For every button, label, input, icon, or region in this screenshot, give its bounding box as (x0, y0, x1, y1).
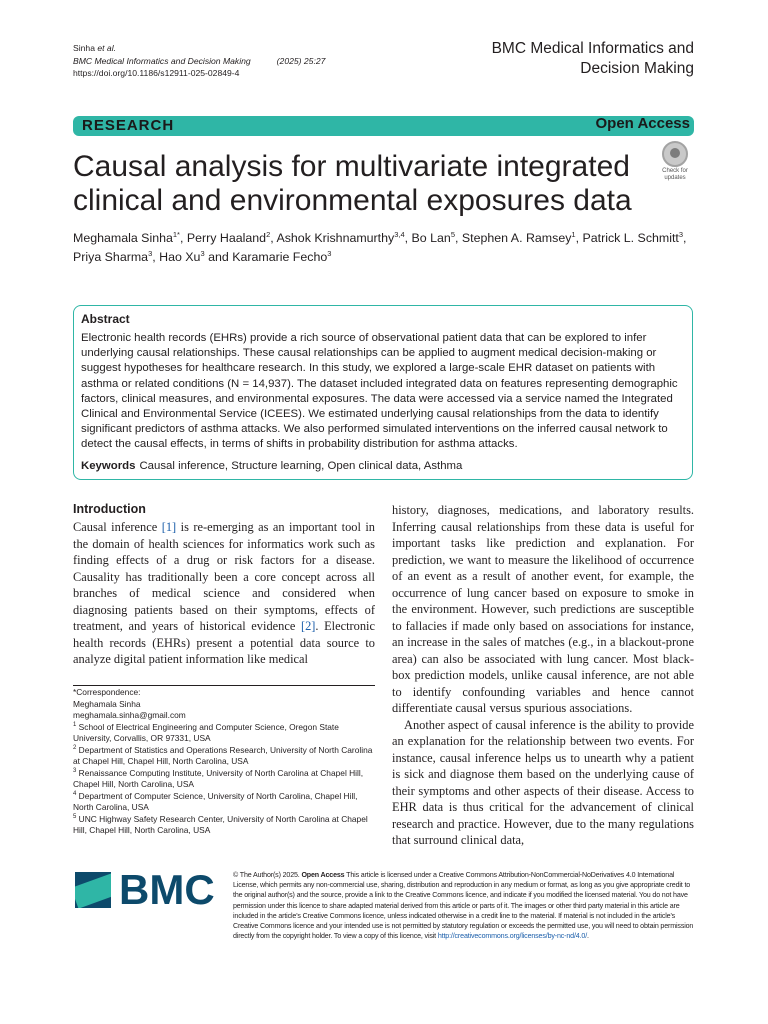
affiliation-text: Department of Computer Science, University of North Carolina, Chapel Hill, North Carolina, USA (73, 790, 358, 812)
author-separator: and (204, 250, 233, 264)
article-title: Causal analysis for multivariate integrated clinical and environmental exposures data (73, 150, 632, 217)
article-type-banner (73, 116, 694, 136)
footnotes (73, 687, 375, 837)
author-affiliation-marker: 3 (678, 229, 684, 239)
citation-block (73, 42, 325, 80)
keywords: Keywords Causal inference, Structure learning, Open clinical data, Asthma (81, 460, 463, 472)
reference-link[interactable]: [1] (161, 520, 177, 534)
author-list (73, 229, 698, 267)
affiliation-number: 3 (73, 767, 77, 774)
check-updates-caption: Check for updates (662, 168, 688, 181)
affiliation-number: 5 (73, 813, 77, 820)
paragraph: history, diagnoses, medications, and laboratory results. Inferring causal relationships from these data is useful for important tasks like prediction and explanation. For prediction, we want to measure the likelihood of occurrence of an event as a result of another event, for example, the occurrence of lung cancer based on exposure to smoke in the environment. However, such predictions are susceptible to fallacies if made only based on associations for instance, an increase in the sales of matches (e.g., in a blackout-prone area) can also be associated with lung cancer. Most black-box prediction models, unlike causal inference, are not able to identify confounding variables and hence cannot differentiate causal versus spurious associations. (392, 503, 694, 715)
author-affiliation-marker: 3 (148, 248, 153, 258)
affiliation (73, 791, 375, 814)
author-name[interactable]: Stephen A. Ramsey (461, 231, 572, 245)
correspondence-label: *Correspondence: (73, 687, 141, 697)
affiliation (73, 768, 375, 791)
affiliations (73, 722, 375, 837)
footnote-divider (73, 685, 375, 686)
journal-name: BMC Medical Informatics and Decision Making (491, 40, 694, 77)
author-name[interactable]: Bo Lan (411, 231, 451, 245)
affiliation (73, 814, 375, 837)
author-separator: , (683, 231, 687, 245)
author-separator: , (179, 231, 187, 245)
abstract-heading: Abstract (81, 312, 130, 326)
author-separator: , (152, 250, 160, 264)
author-affiliation-marker: 1* (172, 229, 180, 239)
author-separator: , (455, 231, 462, 245)
abstract-text: Electronic health records (EHRs) provide a rich source of observational patient data that can be explored to infer underlying causal relationships. These causal relationships can be applied to augment medical decision-making or suggest hypotheses for healthcare research. In this study, we explored a large-scale EHR dataset on patients with asthma or related conditions (N = 14,937). The dataset included integrated data on features representing demographic factors, clinical measures, and environmental exposures. The data were accessed via a service named the Integrated Clinical and Environmental Service (ICEES). We estimated underlying causal relationships from the data to identify significant predictors of asthma attacks. We also performed simulated interventions on the inferred causal network to detect the causal effects, in terms of shifts in probability distribution for asthma attacks. (81, 332, 678, 451)
bmc-logo-text: BMC (119, 866, 215, 913)
author-name[interactable]: Priya Sharma (73, 250, 149, 264)
author-name[interactable]: Hao Xu (159, 250, 201, 264)
correspondence-email[interactable]: meghamala.sinha@gmail.com (73, 710, 186, 720)
author-separator: , (404, 231, 412, 245)
check-for-updates-badge[interactable] (655, 141, 695, 181)
author-name[interactable]: Perry Haaland (186, 231, 267, 245)
affiliation-text: Renaissance Computing Institute, University of North Carolina at Chapel Hill, Chapel Hill, North Carolina, USA (73, 767, 364, 789)
author-affiliation-marker: 3,4 (394, 229, 405, 239)
bmc-logo (75, 866, 215, 913)
open-access-label: Open Access (595, 115, 690, 132)
journal-citation: BMC Medical Informatics and Decision Making (2025) 25:27 (73, 55, 326, 66)
intro-column-2 (392, 502, 694, 849)
author-affiliation-marker: 1 (571, 229, 576, 239)
author-name[interactable]: Meghamala Sinha (73, 231, 173, 245)
affiliation-number: 1 (73, 721, 77, 728)
affiliation (73, 722, 375, 745)
author-affiliation-marker: 2 (266, 229, 271, 239)
paragraph: Another aspect of causal inference is the ability to provide an explanation for the relationship between two events. For instance, causal inference helps us to unearth why a patient is sick and diagnose them based on the underlying cause of their symptoms and other aspects of their disease. Access to EHR data is thus critical for the advancement of clinical research and practice. However, due to the many regulations that surround clinical data, (392, 717, 694, 847)
author-affiliation-marker: 3 (327, 248, 332, 258)
affiliation-text: Department of Statistics and Operations Research, University of North Carolina at Chapel Hill, Chapel Hill, North Carolina, USA (73, 744, 373, 766)
affiliation-number: 4 (73, 790, 77, 797)
author-name[interactable]: Karamarie Fecho (232, 250, 328, 264)
doi-link[interactable]: https://doi.org/10.1186/s12911-025-02849-4 (73, 68, 240, 78)
section-label: RESEARCH (82, 117, 175, 134)
intro-column-1: Causal inference [1] is re-emerging as an important tool in the domain of health sciences for informatics work such as finding effects of a drug or risk factors for a disease. Causality has traditionally been a core concept across all branches of medical science and considered when diagnosing patients based on their symptoms, effects of treatment, and years of historical evidence [2]. Electronic health records (EHRs) present a potential data source to analyze digital patient information like medical (73, 520, 376, 666)
correspondence-name: Meghamala Sinha (73, 698, 141, 709)
license-link[interactable]: http://creativecommons.org/licenses/by-nc-nd/4.0/ (437, 932, 588, 941)
affiliation-number: 2 (73, 744, 77, 751)
reference-link[interactable]: [2] (300, 619, 316, 633)
author-affiliation-marker: 5 (450, 229, 455, 239)
author-separator: , (270, 231, 277, 245)
author-name[interactable]: Ashok Krishnamurthy (276, 231, 395, 245)
author-affiliation-marker: 3 (200, 248, 205, 258)
introduction-heading: Introduction (73, 502, 146, 516)
affiliation-text: UNC Highway Safety Research Center, University of North Carolina at Chapel Hill, Chapel Hill, North Carolina, USA (73, 813, 368, 835)
affiliation (73, 745, 375, 768)
author-short: Sinha et al. (73, 43, 117, 53)
author-name[interactable]: Patrick L. Schmitt (582, 231, 679, 245)
abstract-box (73, 305, 693, 480)
affiliation-text: School of Electrical Engineering and Computer Science, Oregon State University, Corvallis, OR 97331, USA (73, 721, 339, 743)
crossmark-icon (662, 141, 688, 167)
license-text: © The Author(s) 2025. Open Access This article is licensed under a Creative Commons Attribution-NonCommercial-NoDerivatives 4.0 International License, which permits any non-commercial use, sharing, distribution and reproduction in any medium or format, as long as you give appropriate credit to the original author(s) and the source, provide a link to the Creative Commons licence, and indicate if you modified the licensed material. You do not have permission under this licence to share adapted material derived from this article or parts of it. The images or other third party material in this article are included in the article's Creative Commons licence, unless indicated otherwise in a credit line to the material. If material is not included in the article's Creative Commons licence and your intended use is not permitted by statutory regulation or exceeds the permitted use, you will need to obtain permission directly from the copyright holder. To view a copy of this licence, visit http://creativecommons.org/licenses/by-nc-nd/4.0/. (233, 871, 694, 941)
bmc-logo-mark-icon (75, 872, 111, 908)
author-separator: , (575, 231, 583, 245)
